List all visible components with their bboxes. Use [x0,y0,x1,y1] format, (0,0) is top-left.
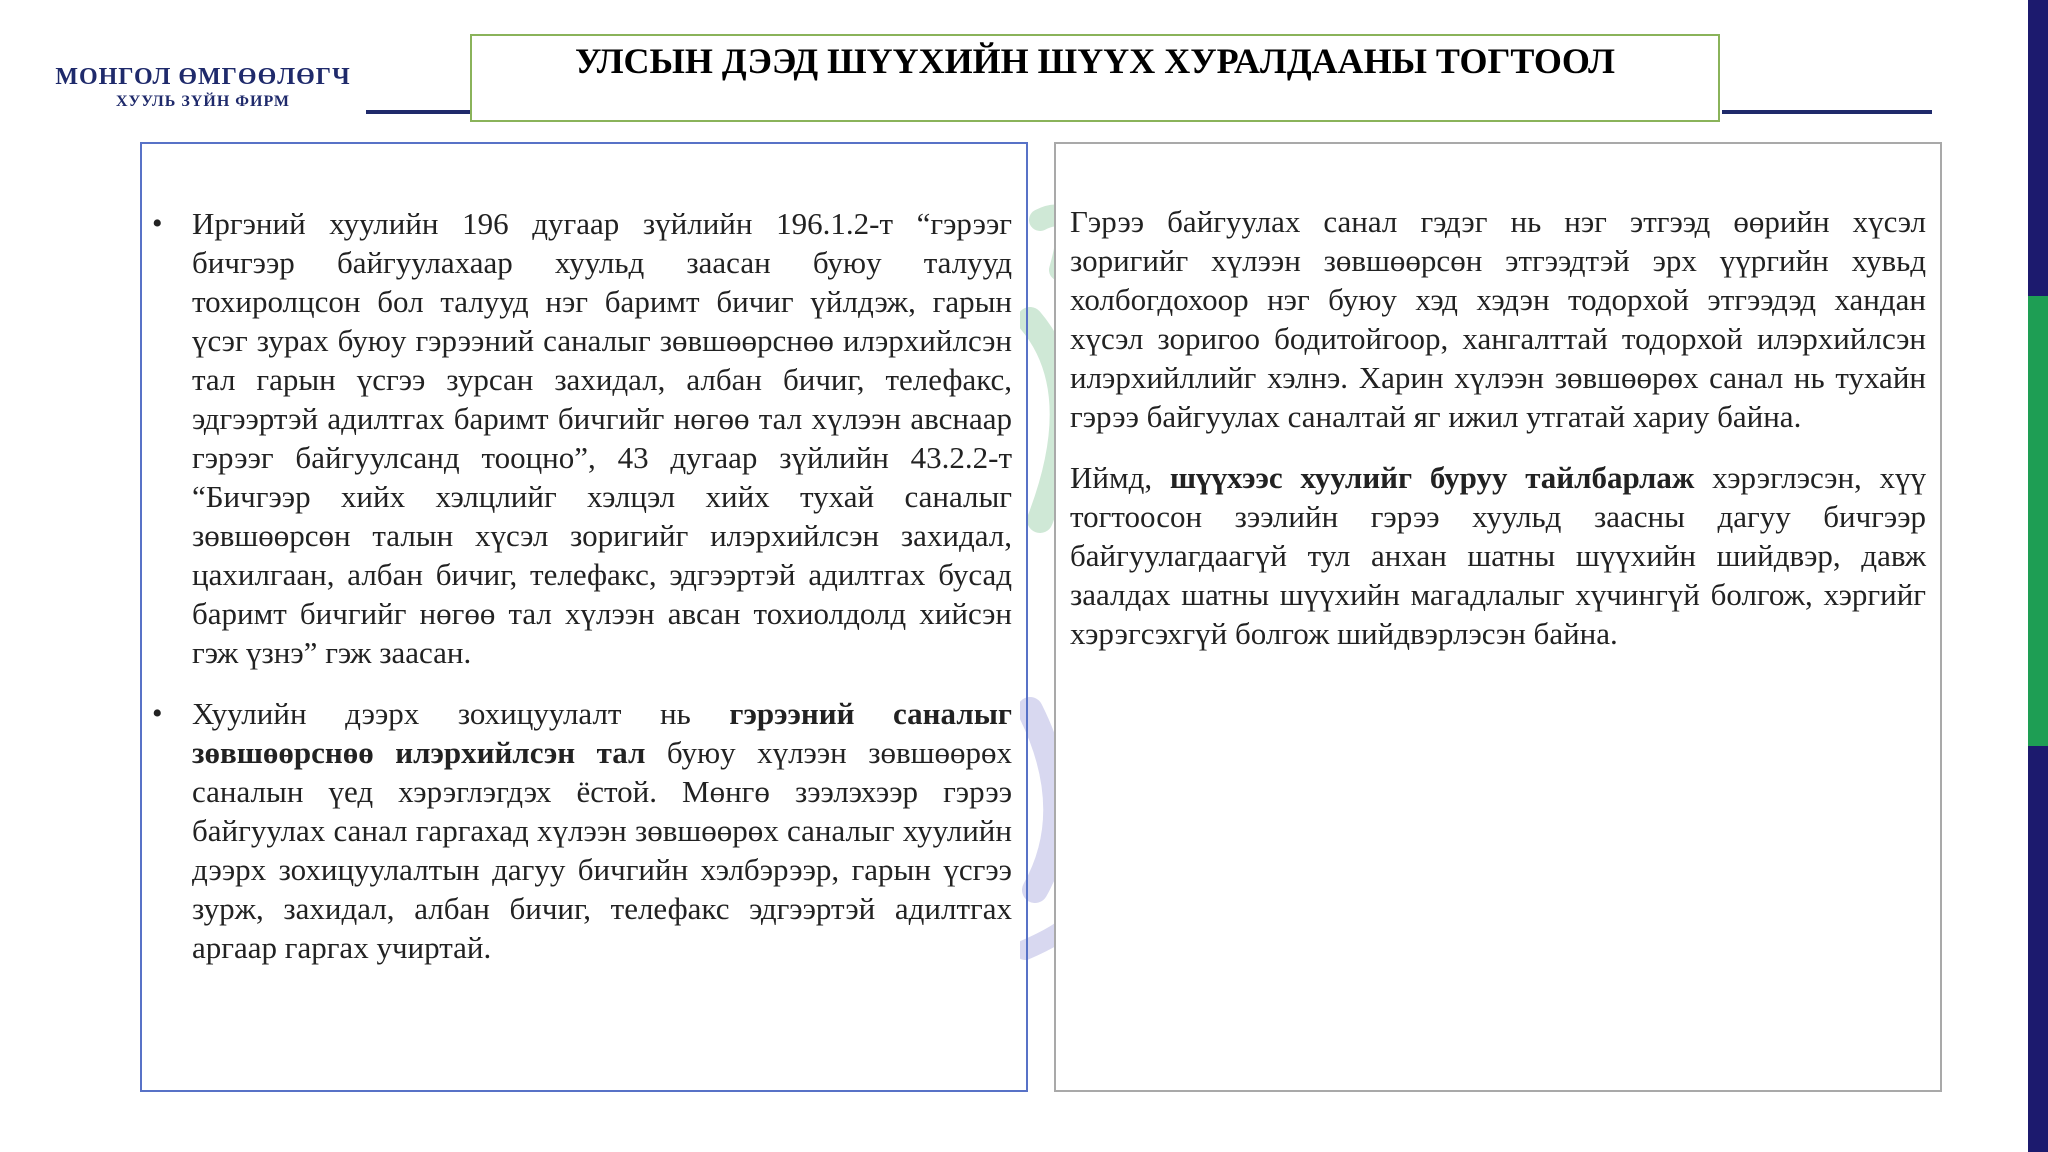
side-accent-middle [2028,296,2048,746]
bold-text-run: шүүхээс хуулийг буруу тайлбарлаж [1169,460,1695,495]
text-run: Иймд, [1070,460,1170,495]
text-run: Хуулийн дээрх зохицуулалт нь [192,696,730,731]
bullet-text-regulation [192,694,1012,967]
left-panel [140,142,1028,1092]
bullet-text-civil-code: Иргэний хуулийн 196 дугаар зүйлийн 196.1.2-т “гэрээг бичгээр байгуулахаар хуульд заасан буюу талууд тохиролцсон бол талууд нэг баримт бичиг үйлдэж, гарын үсэг зурах буюу гэрээний саналыг зөвшөөрснөө илэрхийлсэн тал гарын үсгээ зурсан захидал, албан бичиг, телефакс, эдгээртэй адилтгах баримт бичгийг нөгөө тал хүлээн авснаар гэрээг байгуулсанд тооцно”, 43 дугаар зүйлийн 43.2.2-т “Бичгээр хийх хэлцлийг хэлцэл хийх тухай саналыг зөвшөөрсөн талын хүсэл зоригийг илэрхийлсэн захидал, цахилгаан, албан бичиг, телефакс, эдгээртэй адилтгах бусад баримт бичгийг нөгөө тал хүлээн авсан тохиолдолд хийсэн гэж үзнэ” гэж заасан. [192,206,1012,670]
logo-subtitle: ХУУЛЬ ЗҮЙН ФИРМ [115,93,291,110]
paragraph-offer-definition: Гэрээ байгуулах санал гэдэг нь нэг этгээд өөрийн хүсэл зоригийг хүлээн зөвшөөрсөн этгээдтэй эрх үүргийн хувьд холбогдохоор нэг буюу хэд хэдэн тодорхой этгээдэд хандан хүсэл зоригоо бодитойгоор, хангалттай тодорхой илэрхийлсэн илэрхийллийг хэлнэ. Харин хүлээн зөвшөөрөх санал нь тухайн гэрээ байгуулах саналтай яг ижил утгатай хариу байна. [1070,204,1926,434]
text-run: буюу хүлээн зөвшөөрөх саналын үед хэрэглэгдэх ёстой. Мөнгө зээлэхээр гэрээ байгуулах санал гаргахад хүлээн зөвшөөрөх саналыг хуулийн дээрх зохицуулалтын дагуу бичгийн хэлбэрээр, гарын үсгээ зурж, захидал, албан бичиг, телефакс эдгээртэй адилтгах аргаар гаргах учиртай. [192,735,1012,965]
bullet-list [152,204,1012,989]
title-box [470,34,1720,122]
header-rule-left [366,110,470,114]
paragraph-conclusion [1070,458,1926,653]
bullet-marker: • [152,697,163,730]
bold-text-run: гэрээний саналыг зөвшөөрснөө илэрхийлсэн тал [192,696,1012,770]
list-item [152,204,1012,672]
right-panel-text [1070,202,1926,675]
firm-logo [48,64,358,111]
logo-name: МОНГОЛ ӨМГӨӨЛӨГЧ [55,64,351,90]
side-accent-bottom [2028,746,2048,1152]
bullet-marker: • [152,207,163,240]
text-run: хэрэглэсэн, хүү тогтоосон зээлийн гэрээ хуульд заасны дагуу бичгээр байгуулагдаагүй тул анхан шатны шүүхийн шийдвэр, давж заалдах шатны шүүхийн магадлалыг хүчингүй болгож, хэргийг хэрэгсэхгүй болгож шийдвэрлэсэн байна. [1070,460,1927,651]
side-accent-top [2028,0,2048,296]
page-title: УЛСЫН ДЭЭД ШҮҮХИЙН ШҮҮХ ХУРАЛДААНЫ ТОГТООЛ [575,41,1615,81]
list-item [152,694,1012,967]
header-rule-right [1722,110,1932,114]
right-panel [1054,142,1942,1092]
